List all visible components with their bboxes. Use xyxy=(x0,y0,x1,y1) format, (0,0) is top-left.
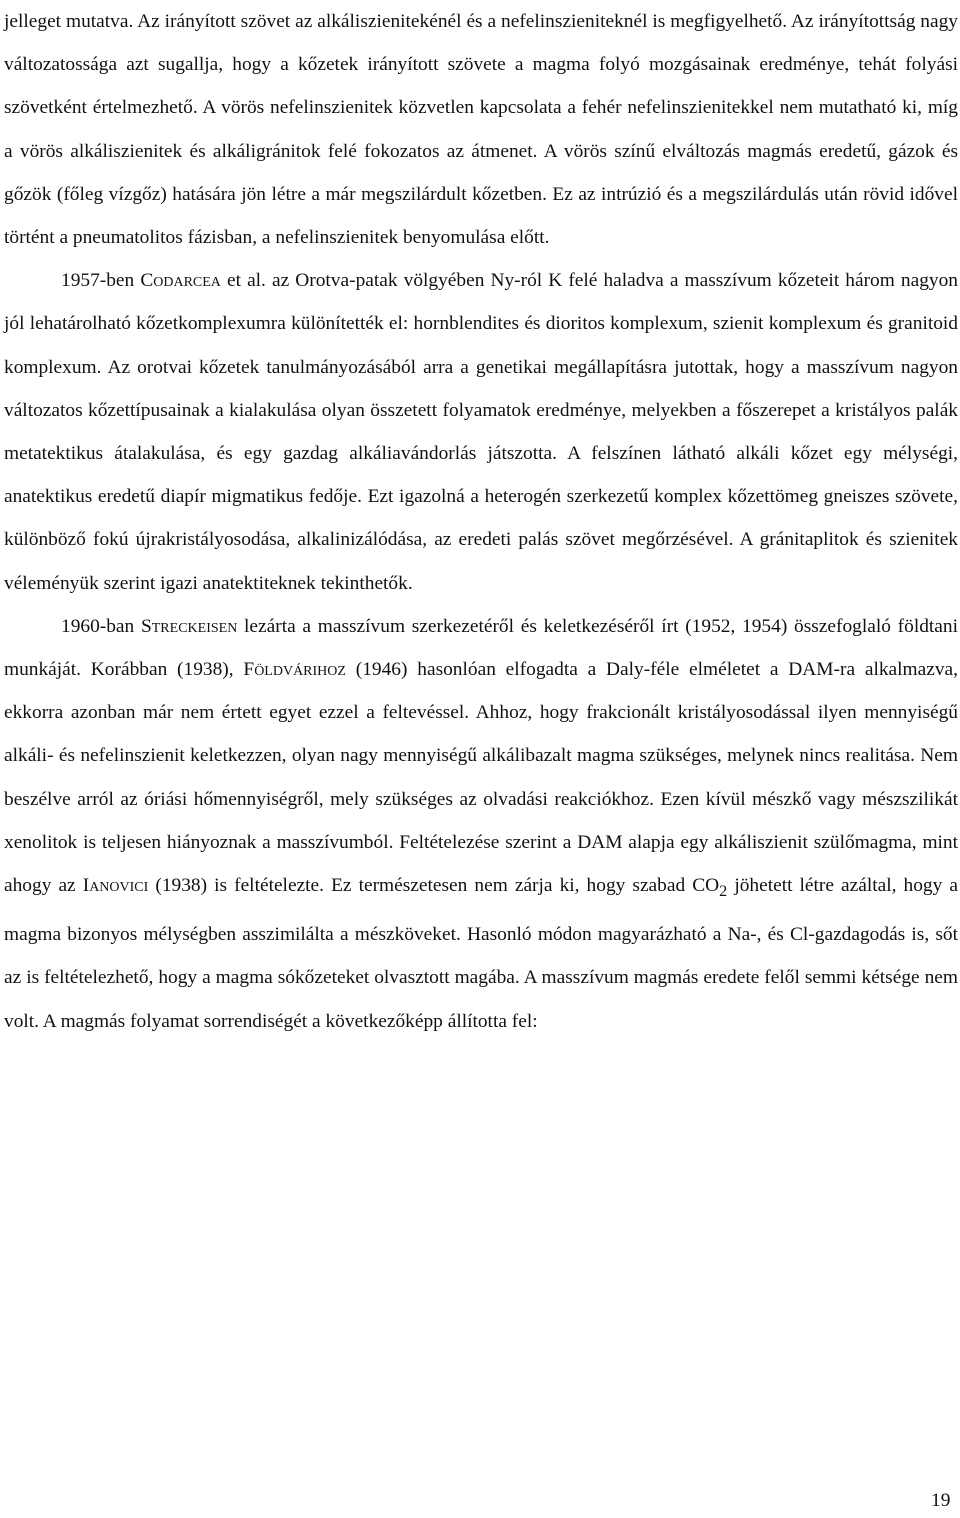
text-run: (1946) hasonlóan elfogadta a Daly-féle elméletet a DAM-ra alkalmazva, ekkorra azonban már nem értett egyet ezzel a feltevéssel. Ahhoz, hogy frakcionált kristályosodással ilyen mennyiségű alkáli- és nefelinszienit keletkezzen, olyan nagy mennyiségű alkálibazalt magma szükséges, melynek nincs realitása. Nem beszélve arról az óriási hőmennyiségről, mely szükséges az olvadási reakciókhoz. Ezen kívül mészkő vagy mészszilikát xenolitok is teljesen hiányoznak a masszívumból. Feltételezése szerint a DAM alapja egy alkáliszienit szülőmagma, mint ahogy az xyxy=(4,659,958,897)
paragraph xyxy=(4,0,958,259)
author-name: Codarcea xyxy=(140,270,221,292)
text-run: jelleget mutatva. Az irányított szövet az alkáliszienitekénél és a nefelinszieniteknél is megfigyelhető. Az irányítottság nagy változatossága azt sugallja, hogy a kőzetek irányított szövete a magma folyó mozgásainak eredménye, tehát folyási szövetként értelmezhető. A vörös nefelinszienitek közvetlen kapcsolata a fehér nefelinszienitekkel nem mutatható ki, míg a vörös alkáliszienitek és alkáligránitok felé fokozatos az átmenet. A vörös színű elváltozás magmás eredetű, gázok és gőzök (főleg vízgőz) hatására jön létre a már megszilárdult kőzetben. Ez az intrúzió és a megszilárdulás után rövid idővel történt a pneumatolitos fázisban, a nefelinszienitek benyomulása előtt. xyxy=(4,11,958,249)
author-name: Földváriho xyxy=(243,659,338,681)
text-run: 1957-ben xyxy=(61,270,141,292)
text-run: jöhetett létre azáltal, hogy a magma bizonyos mélységben asszimilálta a mészköveket. Hasonló módon magyarázható a Na-, és Cl-gazdagodás is, sőt az is feltételezhető, hogy a magma sókőzeteket olvasztott magába. A masszívum magmás eredete felől semmi kétsége nem volt. A magmás folyamat sorrendiségét a következőképp állította fel: xyxy=(4,875,958,1032)
author-name: Ianovici xyxy=(82,875,149,897)
subscript-text: 2 xyxy=(719,882,728,900)
paragraph xyxy=(4,605,958,1043)
text-run: lezárta a masszívum szerkezetéről és keletkezéséről írt (1952, 1954) összefoglaló földtani munkáját. Korábban (1938), xyxy=(4,615,958,681)
page-body xyxy=(4,0,958,1043)
text-run: (1938) is feltételezte. Ez természetesen nem zárja ki, hogy szabad CO xyxy=(148,875,720,897)
page-number: 19 xyxy=(931,1490,951,1511)
text-run: 1960-ban xyxy=(61,615,141,637)
paragraph xyxy=(4,259,958,605)
text-run: et al. az Orotva-patak völgyében Ny-ról K felé haladva a masszívum kőzeteit három nagyon jól lehatárolható kőzetkomplexumra különítették el: hornblendites és dioritos komplexum, szienit komplexum és granitoid komplexum. Az orotvai kőzetek tanulmányozásából arra a genetikai megállapításra jutottak, hogy a masszívum nagyon változatos kőzettípusainak a kialakulása olyan összetett folyamatok eredménye, melyekben a főszerepet a kristályos palák metatektikus átalakulása, és egy gazdag alkáliavándorlás játszotta. A felszínen látható alkáli kőzet egy mélységi, anatektikus eredetű diapír migmatikus fedője. Ezt igazolná a heterogén szerkezetű komplex kőzettömeg gneiszes szövete, különböző fokú újrakristályosodása, alkalinizálódása, az eredeti palás szövet megőrzésével. A gránitaplitok és szienitek véleményük szerint igazi anatektiteknek tekinthetők. xyxy=(4,270,958,594)
author-name: Streckeisen xyxy=(140,615,238,637)
author-name: z xyxy=(337,659,346,681)
